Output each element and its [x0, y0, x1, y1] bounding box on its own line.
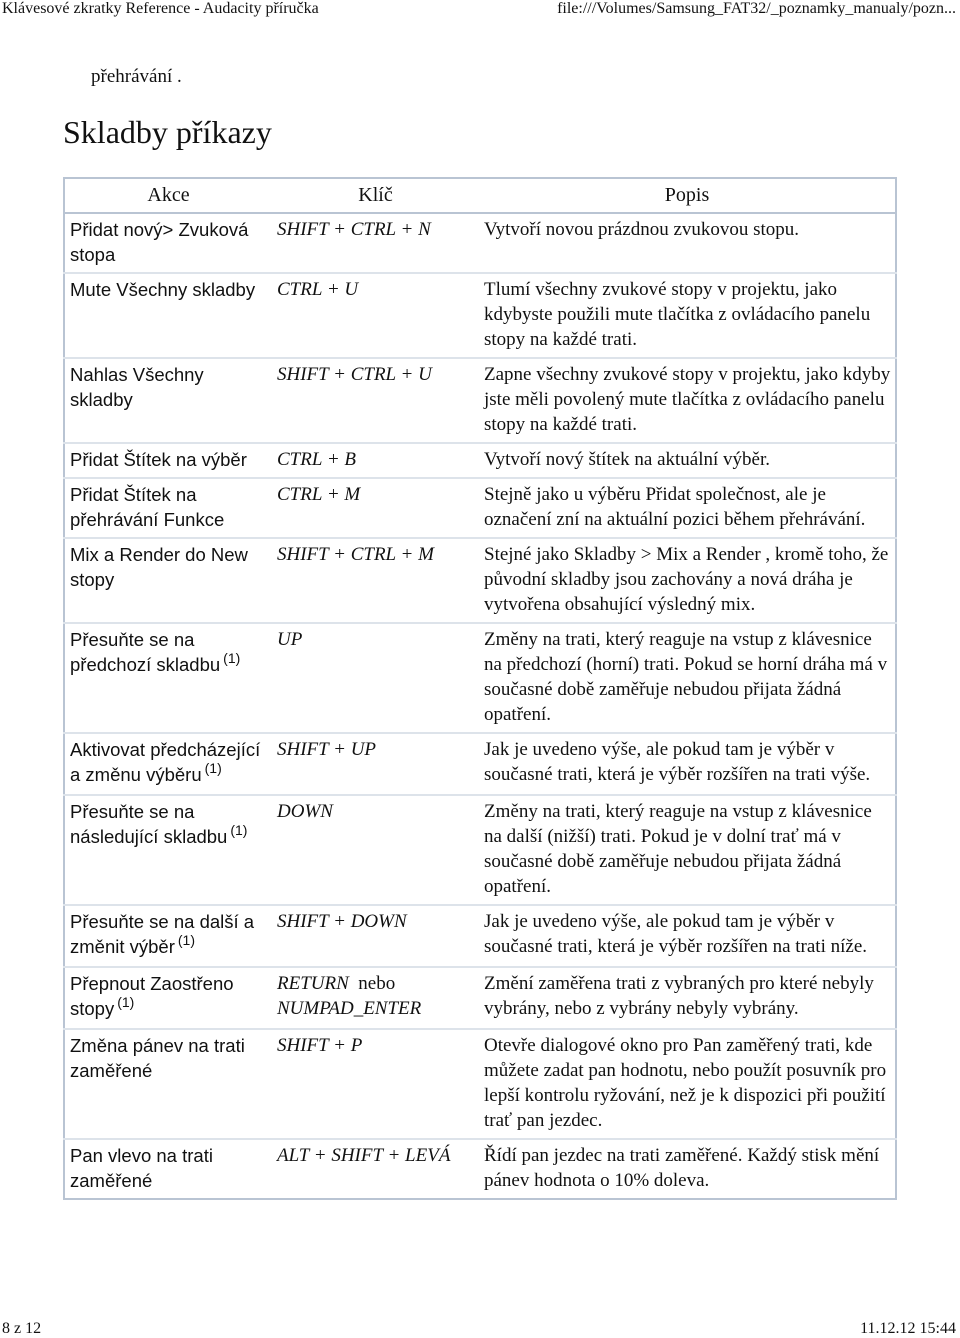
description-cell: Stejné jako Skladby > Mix a Render , kromě toho, že původní skladby jsou zachovány a nová dráha je vytvořena obsahující výsledný mix. — [479, 538, 896, 623]
shortcut-cell — [272, 905, 479, 967]
table-row — [64, 1029, 896, 1139]
action-label: Pan vlevo na trati zaměřené — [70, 1145, 213, 1191]
shortcut-cell — [272, 1029, 479, 1139]
table-row — [64, 213, 896, 273]
shortcut-keys: CTRL + B — [277, 449, 356, 470]
shortcut-keys-alt: NUMPAD_ENTER — [277, 998, 422, 1019]
action-cell — [64, 358, 272, 443]
shortcut-cell — [272, 478, 479, 538]
action-cell — [64, 1139, 272, 1199]
table-row — [64, 538, 896, 623]
shortcut-keys: SHIFT + P — [277, 1035, 363, 1056]
header-akce: Akce — [64, 178, 272, 213]
table-row — [64, 1139, 896, 1199]
description-cell: Změny na trati, který reaguje na vstup z klávesnice na předchozí (horní) trati. Pokud se horní dráha má v současné době zaměřuje nebudou přijata žádná opatření. — [479, 623, 896, 733]
action-label: Aktivovat předcházející a změnu výběru — [70, 739, 261, 785]
footnote-marker: (1) — [223, 650, 241, 666]
action-cell — [64, 1029, 272, 1139]
action-label: Změna pánev na trati zaměřené — [70, 1035, 245, 1081]
action-label: Mix a Render do New stopy — [70, 544, 248, 590]
shortcut-cell — [272, 358, 479, 443]
action-cell — [64, 538, 272, 623]
table-row — [64, 967, 896, 1029]
shortcut-cell — [272, 538, 479, 623]
table-row — [64, 478, 896, 538]
action-label: Přesuňte se na předchozí skladbu — [70, 629, 221, 675]
action-cell — [64, 795, 272, 905]
shortcut-keys: SHIFT + CTRL + N — [277, 219, 431, 240]
table-header-row — [64, 178, 896, 213]
action-cell — [64, 478, 272, 538]
action-cell — [64, 623, 272, 733]
footnote-marker: (1) — [230, 822, 248, 838]
shortcut-cell — [272, 967, 479, 1029]
shortcut-keys: DOWN — [277, 801, 333, 822]
description-cell: Vytvoří novou prázdnou zvukovou stopu. — [484, 219, 800, 240]
table-row — [64, 795, 896, 905]
shortcut-keys: CTRL + U — [277, 279, 359, 300]
description-cell: Řídí pan jezdec na trati zaměřené. Každý stisk mění pánev hodnota o 10% doleva. — [479, 1139, 896, 1199]
shortcut-cell — [272, 1139, 479, 1199]
action-cell — [64, 273, 272, 358]
print-datetime: 11.12.12 15:44 — [860, 1320, 956, 1337]
description-cell: Zapne všechny zvukové stopy v projektu, jako kdyby jste měli povolený mute tlačítka z ovládacího panelu stopy na každé trati. — [479, 358, 896, 443]
shortcut-keys: UP — [277, 629, 303, 650]
description-cell: Vytvoří nový štítek na aktuální výběr. — [479, 443, 896, 478]
action-label: Přesuňte se na další a změnit výběr — [70, 911, 255, 957]
action-label: Přesuňte se na následující skladbu — [70, 801, 228, 847]
section-title: Skladby příkazy — [63, 114, 272, 150]
intro-text: přehrávání . — [91, 66, 182, 87]
shortcut-keys: RETURN — [277, 973, 349, 994]
action-cell — [64, 967, 272, 1029]
action-label: Přidat Štítek na výběr — [70, 449, 247, 470]
alternative-connector: nebo — [358, 973, 396, 994]
shortcut-keys: SHIFT + DOWN — [277, 911, 407, 932]
action-label: Přidat Štítek na přehrávání Funkce — [70, 484, 225, 530]
description-cell: Jak je uvedeno výše, ale pokud tam je výběr v současné trati, která je výběr rozšířen na trati níže. — [479, 905, 896, 967]
table-row — [64, 273, 896, 358]
shortcut-cell — [272, 623, 479, 733]
shortcut-cell — [272, 213, 479, 273]
description-cell: Jak je uvedeno výše, ale pokud tam je výběr v současné trati, která je výběr rozšířen na trati výše. — [479, 733, 896, 795]
description-cell: Stejně jako u výběru Přidat společnost, ale je označení zní na aktuální pozici během přehrávání. — [479, 478, 896, 538]
action-cell — [64, 443, 272, 478]
shortcuts-table — [63, 177, 897, 1200]
document-url: file:///Volumes/Samsung_FAT32/_poznamky_manualy/pozn... — [557, 0, 956, 17]
table-row — [64, 733, 896, 795]
shortcut-keys: SHIFT + UP — [277, 739, 377, 760]
shortcut-cell — [272, 443, 479, 478]
document-title: Klávesové zkratky Reference - Audacity příručka — [2, 0, 319, 17]
action-label: Mute Všechny skladby — [70, 279, 256, 300]
description-cell: Otevře dialogové okno pro Pan zaměřený trati, kde můžete zadat pan hodnotu, nebo použít posuvník pro lepší kontrolu ryžování, než je k dispozici při použití trať pan jezdec. — [479, 1029, 896, 1139]
description-cell: Tlumí všechny zvukové stopy v projektu, jako kdybyste použili mute tlačítka z ovládacího panelu stopy na každé trati. — [479, 273, 896, 358]
table-row — [64, 443, 896, 478]
shortcut-cell — [272, 795, 479, 905]
action-cell — [64, 213, 272, 273]
shortcut-keys: SHIFT + CTRL + M — [277, 544, 434, 565]
table-row — [64, 905, 896, 967]
footnote-marker: (1) — [117, 994, 135, 1010]
table-row — [64, 358, 896, 443]
action-label: Přepnout Zaostřeno stopy — [70, 973, 234, 1019]
table-row — [64, 623, 896, 733]
shortcut-keys: SHIFT + CTRL + U — [277, 364, 432, 385]
page-number: 8 z 12 — [2, 1320, 42, 1337]
shortcut-cell — [272, 273, 479, 358]
action-label: Přidat nový> Zvuková stopa — [70, 219, 249, 265]
header-popis: Popis — [479, 178, 896, 213]
header-klic: Klíč — [272, 178, 479, 213]
footnote-marker: (1) — [204, 760, 222, 776]
shortcut-cell — [272, 733, 479, 795]
shortcut-keys: ALT + SHIFT + LEVÁ — [277, 1145, 451, 1166]
description-cell: Změní zaměřena trati z vybraných pro které nebyly vybrány, nebo z vybrány nebyly vybrány. — [479, 967, 896, 1029]
shortcut-keys: CTRL + M — [277, 484, 361, 505]
description-cell: Změny na trati, který reaguje na vstup z klávesnice na další (nižší) trati. Pokud je v dolní trať má v současné době zaměřuje nebudou přijata žádná opatření. — [479, 795, 896, 905]
action-cell — [64, 733, 272, 795]
action-cell — [64, 905, 272, 967]
footnote-marker: (1) — [177, 932, 195, 948]
action-label: Nahlas Všechny skladby — [70, 364, 204, 410]
